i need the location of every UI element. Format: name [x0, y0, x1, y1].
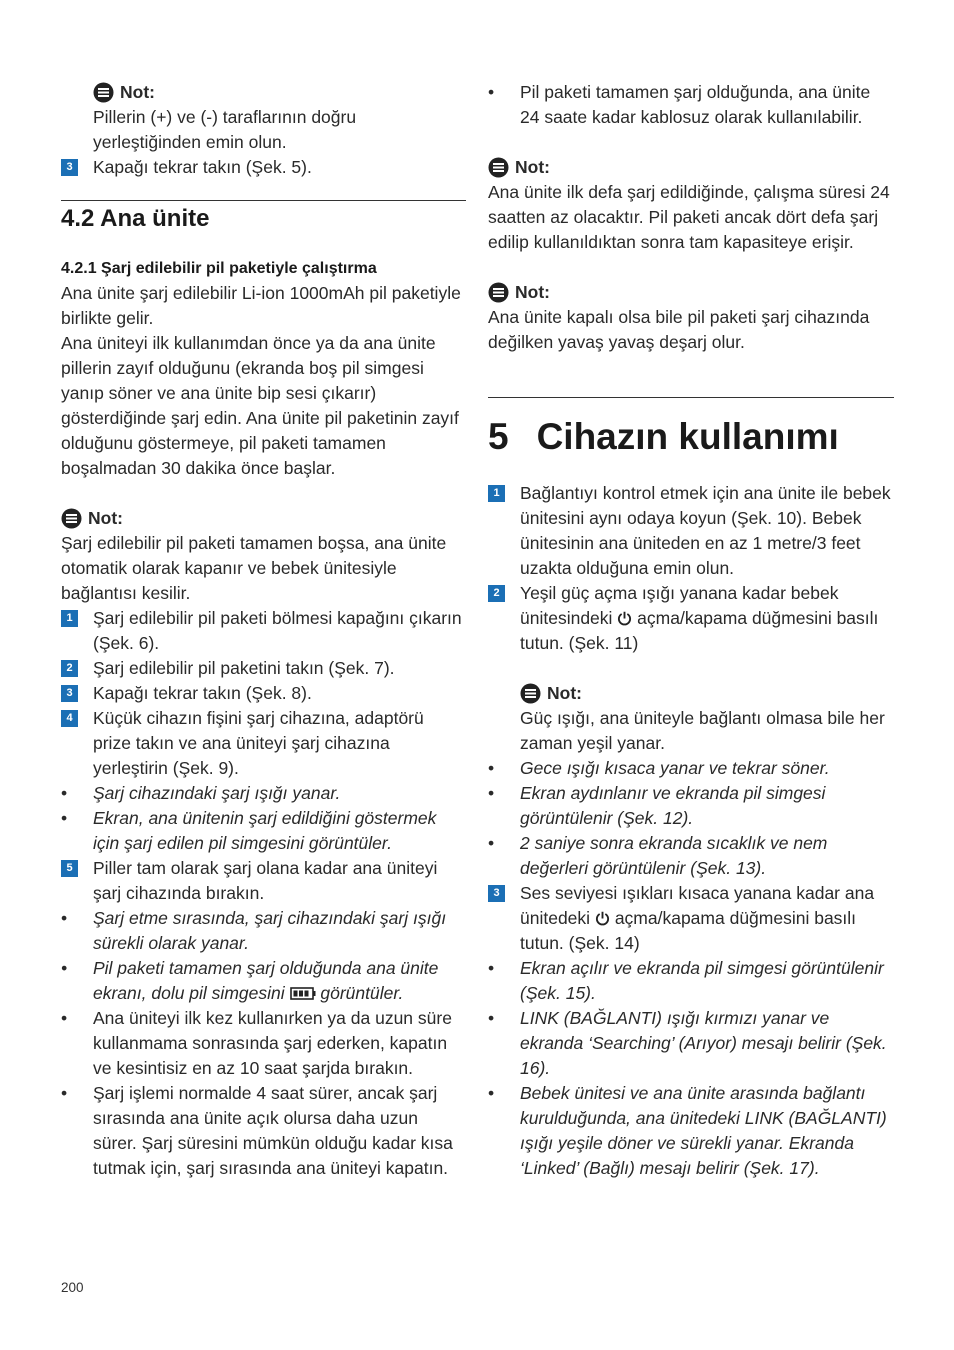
- note-pole-orientation: [93, 80, 466, 155]
- chapter-divider: [488, 397, 894, 398]
- note-title: [61, 506, 466, 531]
- note-title-text: Not:: [88, 508, 123, 528]
- note-text: Ana ünite kapalı olsa bile pil paketi şarj cihazında değilken yavaş yavaş deşarj olur.: [488, 307, 870, 352]
- step-number: 3: [488, 885, 505, 902]
- step-item: [61, 706, 466, 781]
- list-item: • 2 saniye sonra ekranda sıcaklık ve nem değerleri görüntülenir (Şek. 13).: [488, 831, 894, 881]
- note-title-text: Not:: [515, 157, 550, 177]
- step-item: [488, 881, 894, 956]
- list-item: • LINK (BAĞLANTI) ışığı kırmızı yanar ve ekranda ‘Searching’ (Arıyor) mesajı belirir (Şek. 16).: [488, 1006, 894, 1081]
- step-number: 2: [61, 660, 78, 677]
- subsection-title: 4.2.1 Şarj edilebilir pil paketiyle çalıştırma: [61, 260, 377, 277]
- list-item: • Ekran, ana ünitenin şarj edildiğini göstermek için şarj edilen pil simgesini görüntüler.: [61, 806, 466, 856]
- chapter-title: [488, 412, 894, 462]
- note-icon: [61, 508, 82, 529]
- list-item: • Ana üniteyi ilk kez kullanırken ya da uzun süre kullanmama sonrasında şarj ederken, kapatın ve kesintisiz en az 10 saat şarjda bırakın.: [61, 1006, 466, 1081]
- step-item: [61, 656, 466, 681]
- step-number: 1: [488, 485, 505, 502]
- bullet-list: [61, 906, 466, 1181]
- step-item: [488, 481, 894, 581]
- note-icon: [488, 157, 509, 178]
- step-number: 3: [61, 159, 78, 176]
- note-slow-discharge: [488, 280, 894, 355]
- step-text: Ses seviyesi ışıkları kısaca yanana kadar ana ünitedeki açma/kapama düğmesini basılı tutun. (Şek. 14): [520, 883, 875, 953]
- note-title-text: Not:: [120, 82, 155, 102]
- bullet-list: [488, 756, 894, 881]
- note-icon: [93, 82, 114, 103]
- note-title: [488, 155, 894, 180]
- paragraph: Ana üniteyi ilk kullanımdan önce ya da ana ünite pillerin zayıf olduğunu (ekranda boş pil simgesi yanıp söner ve ana ünite bip sesi çıkarır) gösterdiğinde şarj edin. Ana ünite pil paketinin zayıf olduğunu göstermeye, pil paketi tamamen boşalmadan 30 dakika önce başlar.: [61, 333, 459, 478]
- list-item: • Şarj işlemi normalde 4 saat sürer, ancak şarj sırasında ana ünite açık olursa daha uzun sürer. Şarj süresini mümkün olduğu kadar kısa tutmak için, şarj sırasında ana üniteyi kapatın.: [61, 1081, 466, 1181]
- step-number: 3: [61, 685, 78, 702]
- list-item: • Pil paketi tamamen şarj olduğunda, ana ünite 24 saate kadar kablosuz olarak kullanılabilir.: [488, 80, 894, 130]
- list-item: • Bebek ünitesi ve ana ünite arasında bağlantı kurulduğunda, ana ünitedeki LINK (BAĞLANTI) ışığı yeşile döner ve sürekli yanar. Ekranda ‘Linked’ (Bağlı) mesajı belirir (Şek. 17).: [488, 1081, 894, 1181]
- step-item: [61, 681, 466, 706]
- step-number: 5: [61, 860, 78, 877]
- note-text: Şarj edilebilir pil paketi tamamen boşsa, ana ünite otomatik olarak kapanır ve bebek ünitesiyle bağlantısı kesilir.: [61, 533, 447, 603]
- note-power-light: [520, 681, 894, 756]
- note-text: Güç ışığı, ana üniteyle bağlantı olmasa bile her zaman yeşil yanar.: [520, 708, 885, 753]
- section-title: 4.2 Ana ünite: [61, 205, 210, 232]
- power-icon: [595, 911, 610, 926]
- step-text: Küçük cihazın fişini şarj cihazına, adaptörü prize takın ve ana üniteyi şarj cihazına yerleştirin (Şek. 9).: [93, 708, 424, 778]
- step-item: [61, 856, 466, 906]
- step-text: Kapağı tekrar takın (Şek. 5).: [93, 157, 312, 177]
- step-number: 4: [61, 710, 78, 727]
- note-icon: [488, 282, 509, 303]
- note-first-charge: [488, 155, 894, 255]
- list-item: • Ekran açılır ve ekranda pil simgesi görüntülenir (Şek. 15).: [488, 956, 894, 1006]
- bullet-list: [61, 781, 466, 856]
- bullet-list: [488, 80, 894, 130]
- note-title: [93, 80, 466, 105]
- list-item: • Gece ışığı kısaca yanar ve tekrar söner.: [488, 756, 894, 781]
- right-column: [488, 80, 894, 1181]
- step-text: Şarj edilebilir pil paketi bölmesi kapağını çıkarın (Şek. 6).: [93, 608, 462, 653]
- left-column: [61, 80, 466, 1181]
- list-item: • Pil paketi tamamen şarj olduğunda ana ünite ekranı, dolu pil simgesini görüntüler.: [61, 956, 466, 1006]
- power-icon: [617, 611, 632, 626]
- step-item: [61, 155, 466, 180]
- note-text: Ana ünite ilk defa şarj edildiğinde, çalışma süresi 24 saatten az olacaktır. Pil paketi ancak dört defa şarj edilip kullanıldıktan sonra tam kapasiteye erişir.: [488, 182, 890, 252]
- paragraph: Ana ünite şarj edilebilir Li-ion 1000mAh pil paketiyle birlikte gelir.: [61, 283, 461, 328]
- chapter-title-text: Cihazın kullanımı: [536, 416, 839, 457]
- bullet-list: [488, 956, 894, 1181]
- list-item: • Ekran aydınlanır ve ekranda pil simgesi görüntülenir (Şek. 12).: [488, 781, 894, 831]
- list-item: • Şarj etme sırasında, şarj cihazındaki şarj ışığı sürekli olarak yanar.: [61, 906, 466, 956]
- list-item: • Şarj cihazındaki şarj ışığı yanar.: [61, 781, 466, 806]
- step-text: Bağlantıyı kontrol etmek için ana ünite ile bebek ünitesini aynı odaya koyun (Şek. 10). Bebek ünitesinin ana üniteden en az 1 metre/3 feet uzakta olduğuna emin olun.: [520, 483, 891, 578]
- note-empty-battery: [61, 506, 466, 606]
- step-text: Piller tam olarak şarj olana kadar ana üniteyi şarj cihazında bırakın.: [93, 858, 438, 903]
- note-title: [520, 681, 894, 706]
- full-battery-icon: [290, 987, 316, 1000]
- step-text: Kapağı tekrar takın (Şek. 8).: [93, 683, 312, 703]
- step-item: [488, 581, 894, 656]
- step-number: 1: [61, 610, 78, 627]
- step-text: Yeşil güç açma ışığı yanana kadar bebek ünitesindeki açma/kapama düğmesini basılı tutun. (Şek. 11): [520, 583, 879, 653]
- section-divider: [61, 200, 466, 201]
- chapter-number: 5: [488, 416, 509, 457]
- note-title-text: Not:: [515, 282, 550, 302]
- step-text: Şarj edilebilir pil paketini takın (Şek. 7).: [93, 658, 395, 678]
- page-number: 200: [61, 1280, 84, 1295]
- note-icon: [520, 683, 541, 704]
- note-text: Pillerin (+) ve (-) taraflarının doğru yerleştiğinden emin olun.: [93, 107, 357, 152]
- step-item: [61, 606, 466, 656]
- step-number: 2: [488, 585, 505, 602]
- note-title: [488, 280, 894, 305]
- note-title-text: Not:: [547, 683, 582, 703]
